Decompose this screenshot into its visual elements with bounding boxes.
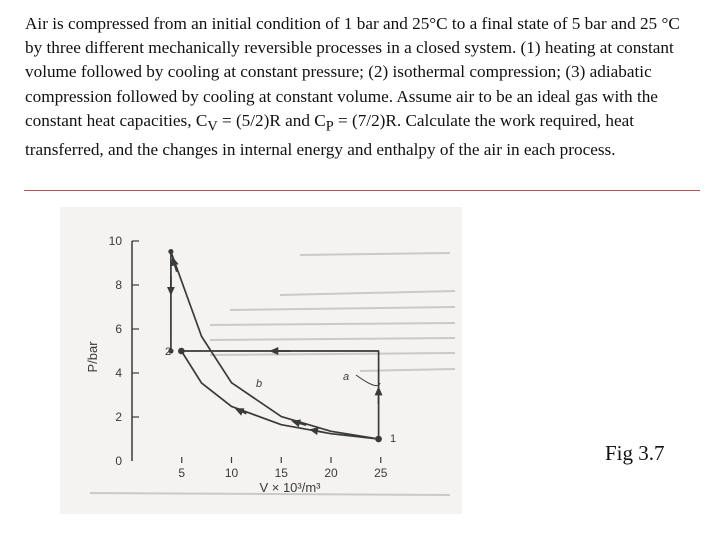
point-label-1: 1 — [390, 433, 397, 445]
state-point-peak — [168, 249, 173, 254]
red-divider-line — [24, 190, 700, 191]
cv-subscript: V — [207, 118, 218, 135]
process-path-c — [171, 252, 379, 439]
curve-label-a: a — [343, 371, 350, 383]
tick-labels — [109, 234, 388, 480]
y-tick-label: 4 — [115, 366, 122, 380]
x-tick-label: 15 — [274, 466, 288, 480]
pv-diagram-figure — [60, 207, 462, 514]
curve-label-b: b — [256, 378, 263, 390]
process-path-b — [181, 351, 378, 439]
point-label-2: 2 — [165, 346, 172, 358]
figure-caption: Fig 3.7 — [605, 441, 665, 465]
problem-text-part-2: = (5/2)R and C — [217, 110, 326, 130]
y-tick-label: 8 — [115, 278, 122, 292]
direction-arrows — [171, 259, 379, 433]
series-lines — [171, 252, 379, 439]
state-point-2 — [178, 348, 185, 355]
cp-subscript: P — [325, 118, 334, 135]
x-tick-label: 20 — [324, 466, 338, 480]
y-tick-label: 2 — [115, 410, 122, 424]
problem-statement — [25, 12, 695, 163]
y-axis-label: P/bar — [85, 341, 100, 373]
problem-text-part-3: = (7/2)R. Calculate the work required, heat transferred, and the changes in internal energy and enthalpy of the air in each process. — [25, 110, 635, 160]
label-a-leader — [356, 375, 380, 386]
process-path-a — [181, 351, 378, 439]
y-tick-label: 10 — [108, 234, 122, 248]
x-tick-label: 5 — [178, 466, 186, 480]
x-tick-label: 10 — [224, 466, 239, 480]
pv-diagram — [60, 207, 462, 514]
state-point-1 — [375, 436, 382, 443]
x-tick-label: 25 — [374, 466, 388, 480]
problem-text-part-1: Air is compressed from an initial condition of 1 bar and 25°C to a final state of 5 bar and 25 °C by three different mechanically reversible processes in a closed system. (1) heating at constant volume followed by cooling at constant pressure; (2) isothermal compression; (3) adiabatic compression followed by cooling at constant volume. Assume air to be an ideal gas with the constant heat capacities, C — [25, 14, 680, 130]
x-axis-label: V × 10³/m³ — [259, 480, 321, 495]
y-tick-label: 6 — [115, 322, 122, 336]
y-tick-label: 0 — [115, 454, 122, 468]
bleed-through-text — [90, 253, 455, 495]
